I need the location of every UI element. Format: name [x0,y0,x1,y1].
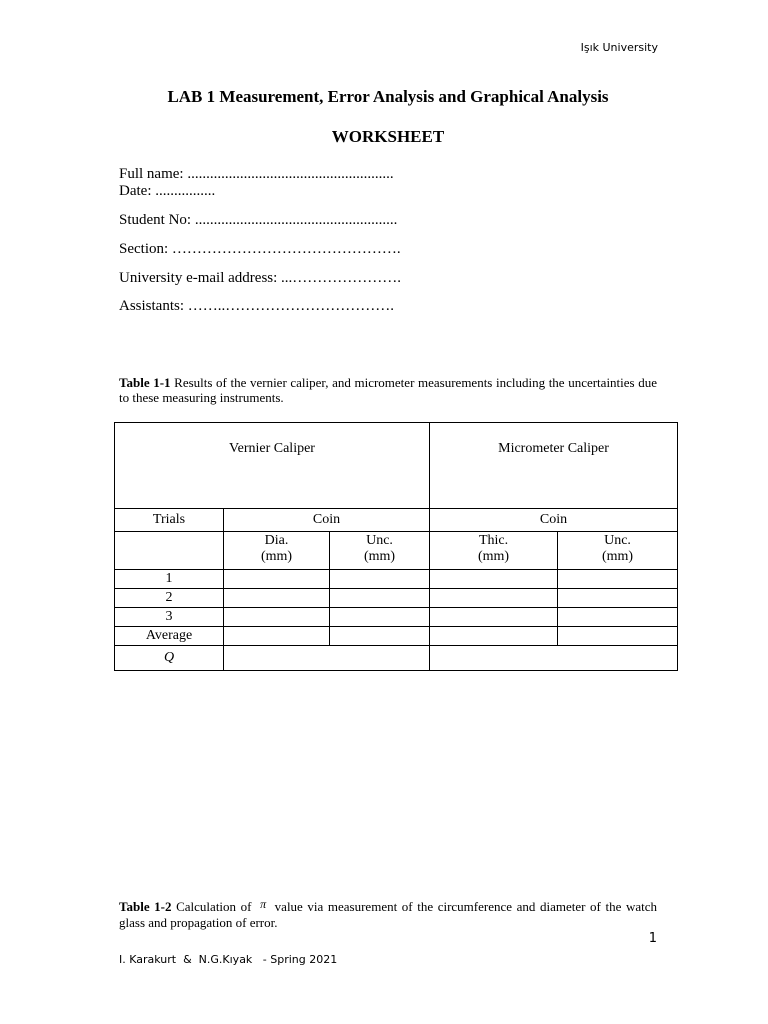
col-name: Unc. [366,533,393,548]
table-cell [558,589,678,608]
table-1-caption [119,375,657,405]
col-thickness-header [430,532,558,570]
table-row [115,589,678,608]
col-uncertainty-header [558,532,678,570]
table-cell [430,627,558,646]
header-institution: Işık University [580,41,658,54]
table-cell [224,646,430,671]
table-group-header-row [115,423,678,509]
table-cell [330,608,430,627]
table-row [115,627,678,646]
q-label: Q [115,646,224,671]
col-unit: (mm) [260,549,293,564]
assistants-field: Assistants: ……..……………………………. [119,298,395,314]
col-name: Thic. [478,533,509,548]
table-row [115,570,678,589]
page-number: 1 [648,931,657,946]
table-cell [558,570,678,589]
table-2-caption-label: Table 1-2 [119,899,172,914]
average-label: Average [115,627,224,646]
table-cell [558,608,678,627]
vernier-caliper-header: Vernier Caliper [115,423,430,509]
table-cell [430,570,558,589]
table-row [115,608,678,627]
page-title: LAB 1 Measurement, Error Analysis and Graphical Analysis [167,87,609,106]
table-cell [224,589,330,608]
table-cell [224,627,330,646]
table-2-caption [119,899,657,930]
table-cell [224,570,330,589]
table-cell [558,627,678,646]
table-1-caption-label: Table 1-1 [119,375,171,390]
pi-symbol: π [260,897,267,911]
col-name: Dia. [264,533,289,548]
student-no-field: Student No: ...................................................... [119,212,398,228]
col-unit: (mm) [601,549,634,564]
trial-label: 1 [115,570,224,589]
page-subtitle: WORKSHEET [331,127,445,146]
col-name: Unc. [604,533,631,548]
micrometer-caliper-header: Micrometer Caliper [430,423,678,509]
table-1-caption-text: Results of the vernier caliper, and micrometer measurements including the uncertainties due to these measuring instruments. [119,375,657,405]
table-2-caption-text-before: Calculation of [171,899,257,914]
email-field: University e-mail address: ...…………………. [119,270,402,286]
measurement-table [114,422,678,671]
table-cell [430,646,678,671]
section-field: Section: ………………………………………. [119,241,401,257]
empty-cell [115,532,224,570]
coin-header-vernier: Coin [224,509,430,532]
trial-label: 2 [115,589,224,608]
date-field: Date: ................ [119,183,216,199]
table-subheader-row [115,509,678,532]
table-cell [330,589,430,608]
table-row-q [115,646,678,671]
table-units-row [115,532,678,570]
trial-label: 3 [115,608,224,627]
table-cell [430,589,558,608]
table-cell [430,608,558,627]
table-2-caption-text-after: value via measurement of the circumference and diameter of the watch glass and propagation of error. [119,899,657,930]
col-unit: (mm) [363,549,396,564]
col-uncertainty-header [330,532,430,570]
table-cell [330,570,430,589]
footer-authors: I. Karakurt & N.G.Kıyak - Spring 2021 [119,953,338,966]
table-cell [224,608,330,627]
table-cell [330,627,430,646]
col-unit: (mm) [477,549,510,564]
col-diameter-header [224,532,330,570]
full-name-field: Full name: ....................................................... [119,166,394,182]
coin-header-micrometer: Coin [430,509,678,532]
trials-header: Trials [115,509,224,532]
